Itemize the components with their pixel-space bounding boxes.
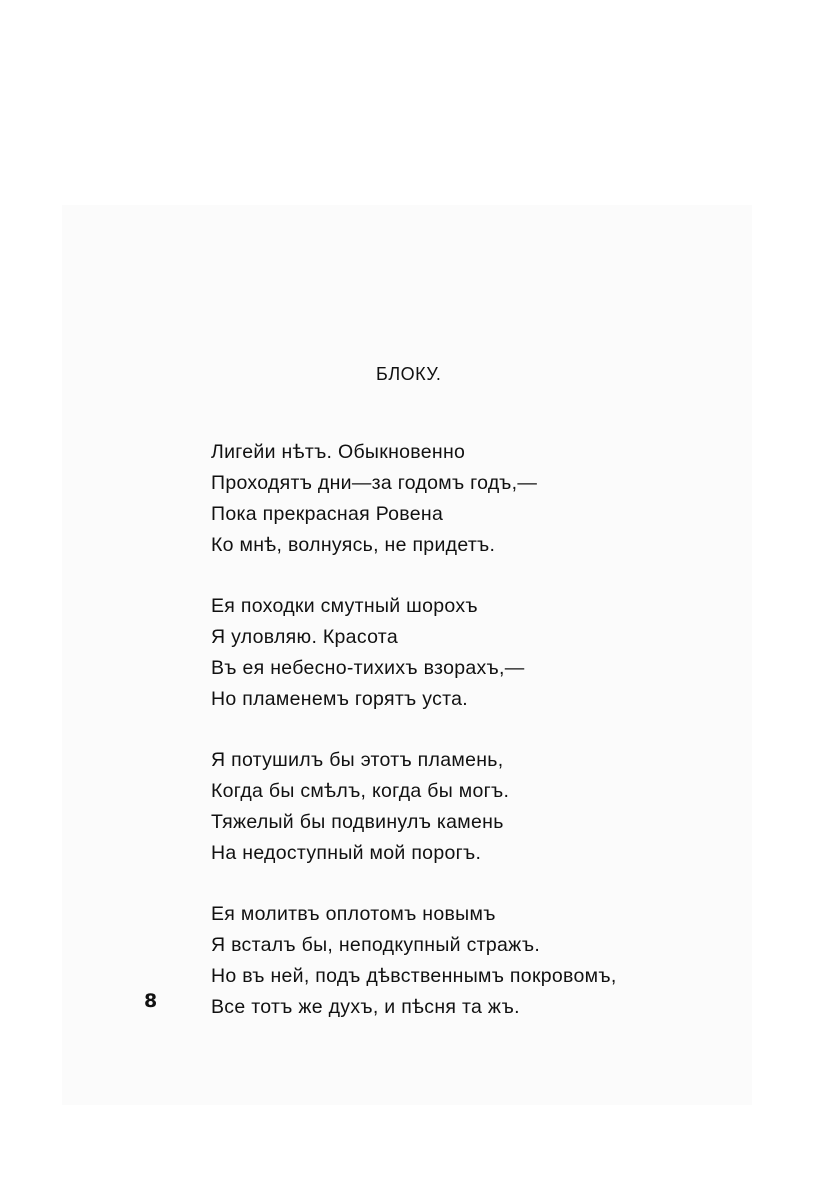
poem-line: Я потушилъ бы этотъ пламень,	[211, 749, 504, 771]
page-number: 8	[144, 990, 158, 1012]
stanza-3	[211, 745, 617, 869]
poem-line: Ея молитвъ оплотомъ новымъ	[211, 903, 496, 925]
poem-body	[211, 437, 617, 1053]
stanza-1	[211, 437, 617, 561]
poem-line: Но пламенемъ горятъ уста.	[211, 688, 469, 710]
poem-line: Въ ея небесно-тихихъ взорахъ,—	[211, 657, 525, 679]
poem-line: Все тотъ же духъ, и пѣсня та жъ.	[211, 996, 520, 1018]
poem-line: Но въ ней, подъ дѣвственнымъ покровомъ,	[211, 965, 617, 987]
poem-line: Я уловляю. Красота	[211, 626, 398, 648]
poem-line: Лигейи нѣтъ. Обыкновенно	[211, 441, 466, 463]
poem-line: Ея походки смутный шорохъ	[211, 595, 478, 617]
poem-line: На недоступный мой порогъ.	[211, 842, 482, 864]
poem-line: Я всталъ бы, неподкупный стражъ.	[211, 934, 541, 956]
poem-line: Проходятъ дни—за годомъ годъ,—	[211, 472, 538, 494]
stanza-2	[211, 591, 617, 715]
poem-line: Ко мнѣ, волнуясь, не придетъ.	[211, 534, 496, 556]
poem-line: Когда бы смѣлъ, когда бы могъ.	[211, 780, 510, 802]
poem-line: Пока прекрасная Ровена	[211, 503, 444, 525]
stanza-4	[211, 899, 617, 1023]
poem-line: Тяжелый бы подвинулъ камень	[211, 811, 504, 833]
poem-title: БЛОКУ.	[376, 364, 442, 384]
